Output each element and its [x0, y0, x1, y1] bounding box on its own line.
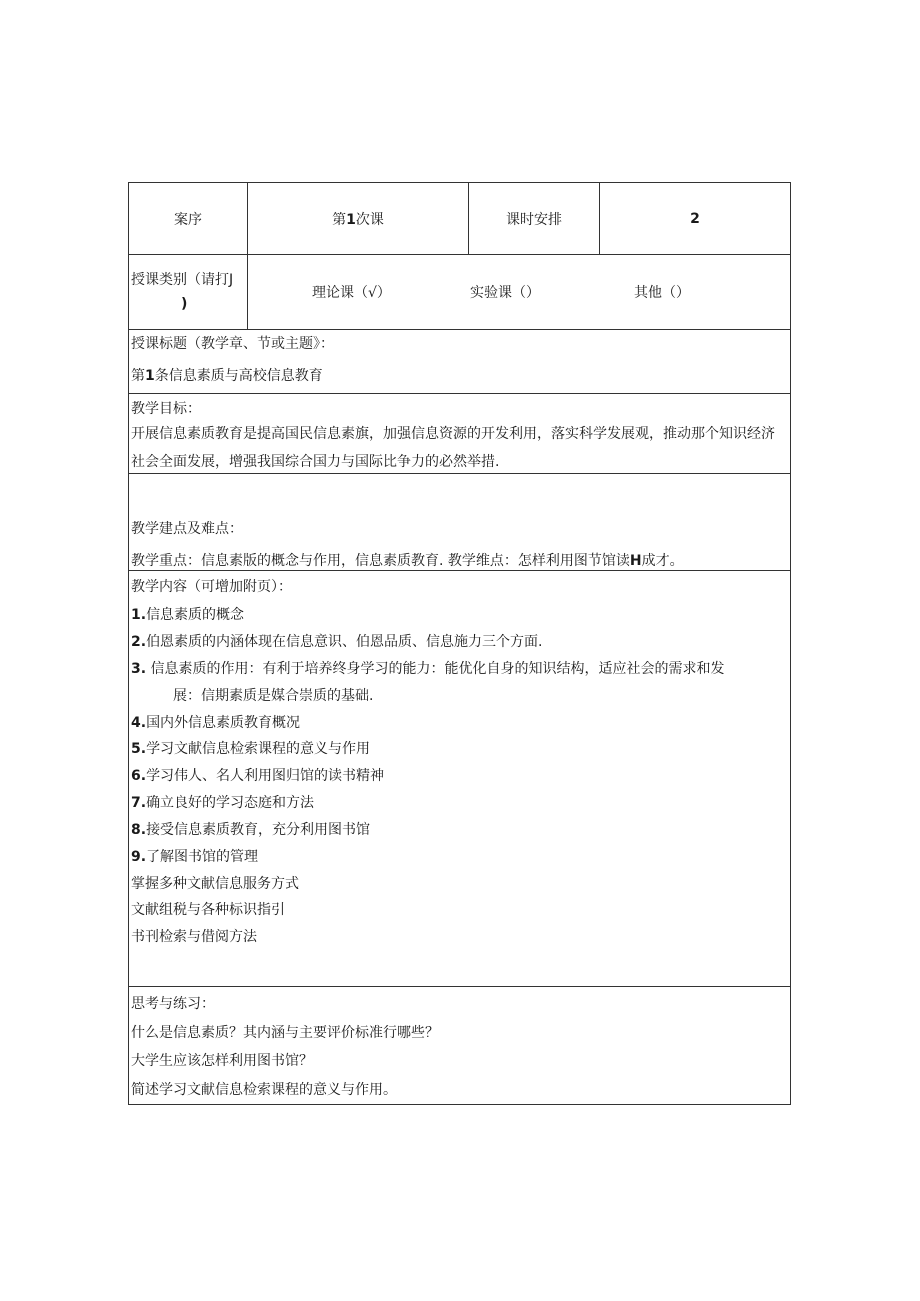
exercise-item: 简述学习文献信息检索课程的意义与作用。 [131, 1082, 397, 1098]
exercise-item: 什么是信息素质？其内涵与主要评价标准行哪些？ [131, 1025, 439, 1041]
case-label-cell [129, 183, 248, 254]
course-type-options [248, 255, 790, 329]
content-item-3-cont: 展：信期素质是媒合崇质的基础. [173, 688, 374, 704]
content-item-1: 1.信息素质的概念 [131, 607, 245, 623]
content-item-8: 8.接受信息素质教育，充分利用图书馆 [131, 822, 371, 838]
header-row [129, 183, 790, 255]
content-item-2: 2.伯恩素质的内涵体现在信息意识、伯恩品质、信息施力三个方面. [131, 634, 543, 650]
content-item-6: 6.学习伟人、名人利用图归馆的读书精神 [131, 768, 385, 784]
exercises-label: 思考与练习： [131, 996, 215, 1012]
content-item-5: 5.学习文献信息检索课程的意义与作用 [131, 741, 371, 757]
title-label: 授课标题（教学章、节或主题》： [131, 336, 334, 352]
theory-option: 理论课（√） [312, 285, 391, 301]
content-item-9: 9.了解图书馆的管理 [131, 849, 259, 865]
title-section [129, 330, 790, 394]
exercise-item: 大学生应该怎样利用图书馆？ [131, 1053, 313, 1069]
hours-value-cell [600, 183, 790, 254]
course-type-label-cell [129, 255, 248, 329]
objectives-text: 开展信息素质教育是提高国民信息素旗，加强信息资源的开发利用，落实科学发展观，推动那个知识经济社会全面发展，增强我国综合国力与国际比争力的必然举措. [131, 426, 775, 470]
keypoints-text: 教学重点：信息素版的概念与作用，信息素质教育. 教学维点：怎样利用图节馆读H成才。 [131, 553, 684, 569]
hours-label-cell [469, 183, 600, 254]
exercises-section [129, 987, 790, 1105]
content-sub-item: 文献组税与各种标识指引 [131, 902, 285, 918]
objectives-label: 教学目标： [131, 401, 201, 417]
content-label: 教学内容（可增加附页）： [131, 579, 292, 595]
lesson-cell [248, 183, 469, 254]
hours-value: 2 [690, 210, 700, 227]
other-option: 其他（） [634, 285, 690, 301]
objectives-section [129, 394, 790, 474]
keypoints-section [129, 474, 790, 571]
course-type-label: 授课类别（请打J ) [131, 272, 234, 312]
hours-label: 课时安排 [506, 211, 562, 228]
content-item-4: 4.国内外信息素质教育概况 [131, 715, 301, 731]
lab-option: 实验课（） [470, 285, 540, 301]
content-item-7: 7.确立良好的学习态庭和方法 [131, 795, 315, 811]
content-sub-item: 掌握多种文献信息服务方式 [131, 876, 299, 892]
keypoints-label: 教学建点及难点： [131, 521, 243, 537]
case-label: 案序 [174, 211, 202, 228]
content-item-3: 3. 信息素质的作用：有利于培养终身学习的能力：能优化自身的知识结构，适应社会的需求和发 [131, 661, 725, 677]
title-text: 第1条信息素质与高校信息教育 [131, 368, 323, 384]
course-type-row [129, 255, 790, 330]
content-sub-item: 书刊检索与借阅方法 [131, 929, 257, 945]
lesson-plan-table [128, 182, 791, 1105]
content-section [129, 571, 790, 987]
lesson-number: 第1次课 [332, 211, 384, 228]
